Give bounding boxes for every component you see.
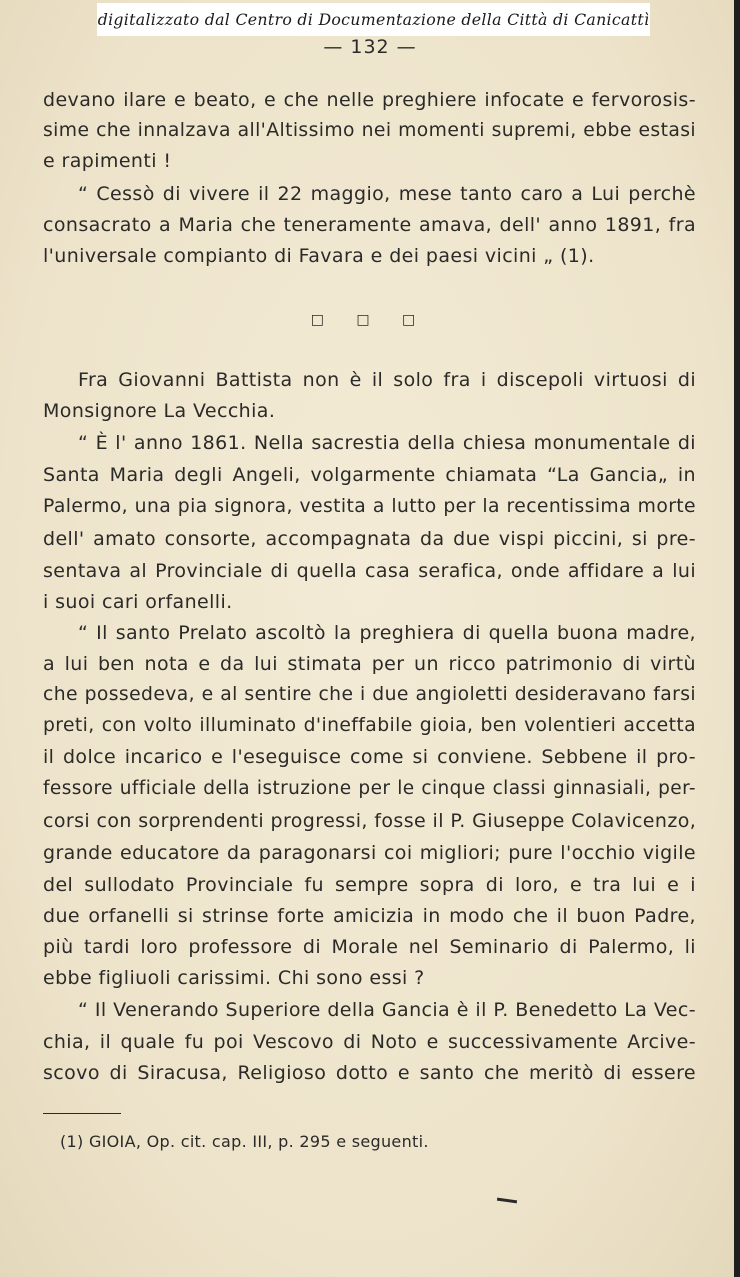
digitization-watermark: digitalizzato dal Centro di Documentazione della Città di Canicattì xyxy=(97,3,650,36)
text-line: due orfanelli si strinse forte amicizia in modo che il buon Padre, xyxy=(43,905,696,927)
text-line: a lui ben nota e da lui stimata per un ricco patrimonio di virtù xyxy=(43,653,696,675)
text-line: più tardi loro professore di Morale nel Seminario di Palermo, li xyxy=(43,936,696,958)
text-line: preti, con volto illuminato d'ineffabile gioia, ben volentieri accetta xyxy=(43,715,696,736)
text-line: dell' amato consorte, accompagnata da due vispi piccini, si pre- xyxy=(43,528,696,550)
text-line: fessore ufficiale della istruzione per le cinque classi ginnasiali, per- xyxy=(43,778,696,799)
text-line: il dolce incarico e l'eseguisce come si conviene. Sebbene il pro- xyxy=(43,746,696,768)
footnote: (1) GIOIA, Op. cit. cap. III, p. 295 e seguenti. xyxy=(60,1132,429,1151)
printer-mark xyxy=(497,1198,517,1204)
text-line: “ Il santo Prelato ascoltò la preghiera di quella buona madre, xyxy=(78,622,696,644)
section-break: □ □ □ xyxy=(310,312,430,328)
page-number: — 132 — xyxy=(323,36,417,58)
text-line: ebbe figliuoli carissimi. Chi sono essi ? xyxy=(43,967,425,989)
text-line: l'universale compianto di Favara e dei paesi vicini „ (1). xyxy=(43,245,595,267)
text-line: chia, il quale fu poi Vescovo di Noto e successivamente Arcive- xyxy=(43,1031,696,1053)
text-line: sime che innalzava all'Altissimo nei momenti supremi, ebbe estasi xyxy=(43,120,696,141)
text-line: devano ilare e beato, e che nelle preghiere infocate e fervorosis- xyxy=(43,89,696,111)
footnote-rule xyxy=(43,1113,121,1114)
text-line: Monsignore La Vecchia. xyxy=(43,400,276,422)
text-line: “ È l' anno 1861. Nella sacrestia della chiesa monumentale di xyxy=(78,432,696,454)
text-line: “ Cessò di vivere il 22 maggio, mese tanto caro a Lui perchè xyxy=(78,183,696,205)
text-line: grande educatore da paragonarsi coi migliori; pure l'occhio vigile xyxy=(43,842,696,864)
text-line: scovo di Siracusa, Religioso dotto e santo che meritò di essere xyxy=(43,1062,696,1084)
text-line: e rapimenti ! xyxy=(43,150,172,172)
text-line: “ Il Venerando Superiore della Gancia è il P. Benedetto La Vec- xyxy=(78,999,696,1021)
text-line: che possedeva, e al sentire che i due angioletti desideravano farsi xyxy=(43,684,696,705)
text-line: Fra Giovanni Battista non è il solo fra i discepoli virtuosi di xyxy=(78,369,696,391)
text-line: corsi con sorprendenti progressi, fosse il P. Giuseppe Colavicenzo, xyxy=(43,810,697,832)
text-line: del sullodato Provinciale fu sempre sopra di loro, e tra lui e i xyxy=(43,874,696,896)
text-line: Santa Maria degli Angeli, volgarmente chiamata “La Gancia„ in xyxy=(43,464,696,486)
text-line: Palermo, una pia signora, vestita a lutto per la recentissima morte xyxy=(43,496,696,517)
text-line: consacrato a Maria che teneramente amava, dell' anno 1891, fra xyxy=(43,214,696,236)
text-line: i suoi cari orfanelli. xyxy=(43,591,233,613)
text-line: sentava al Provinciale di quella casa serafica, onde affidare a lui xyxy=(43,560,696,582)
